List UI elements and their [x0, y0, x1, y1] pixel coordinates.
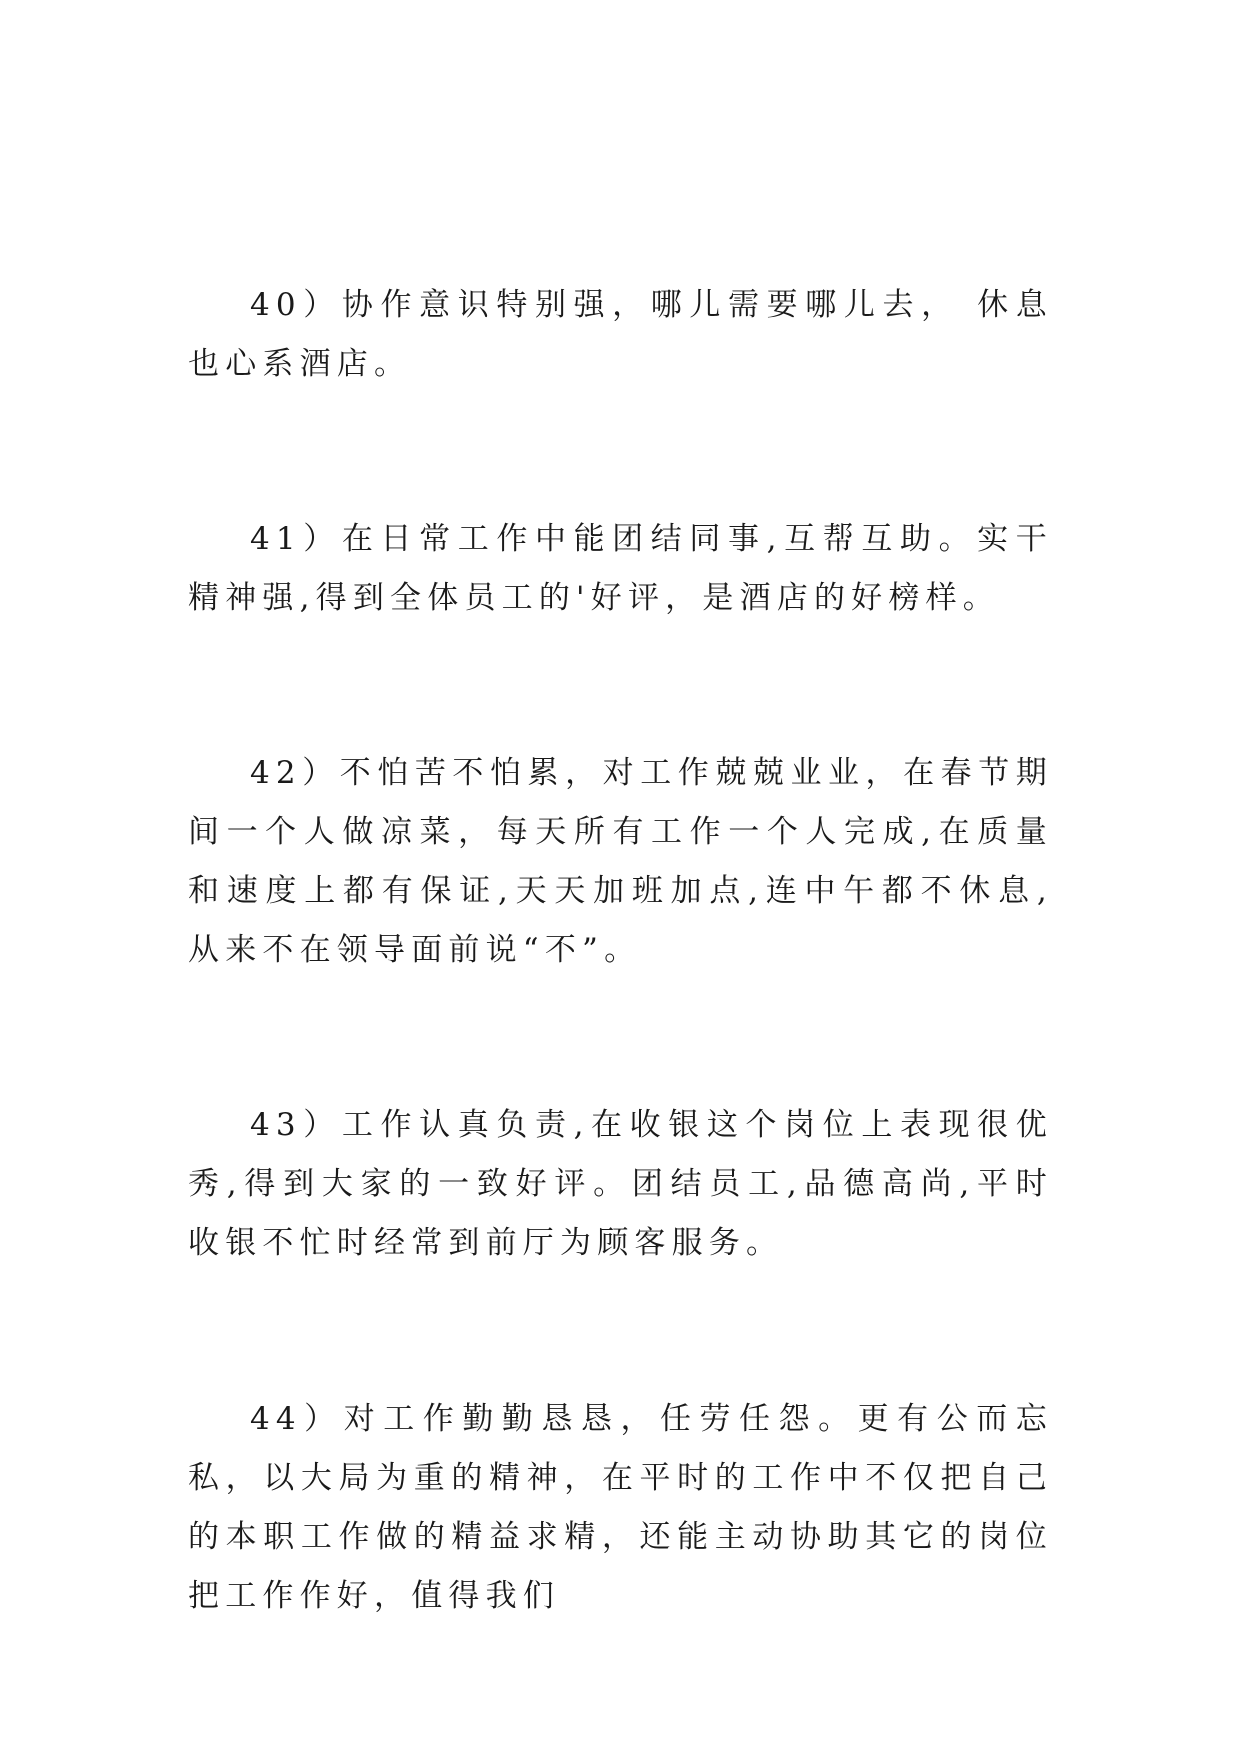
paragraph-44: 44）对工作勤勤恳恳，任劳任怨。更有公而忘私，以大局为重的精神，在平时的工作中不仅把自己的本职工作做的精益求精，还能主动协助其它的岗位把工作作好，值得我们: [188, 1401, 1053, 1614]
paragraph-40: 40）协作意识特别强，哪儿需要哪儿去， 休息也心系酒店。: [188, 287, 1053, 382]
paragraph-41: 41）在日常工作中能团结同事,互帮互助。实干精神强,得到全体员工的'好评，是酒店的好榜样。: [188, 521, 1053, 616]
paragraph-42: 42）不怕苦不怕累，对工作兢兢业业，在春节期间一个人做凉菜，每天所有工作一个人完成,在质量和速度上都有保证,天天加班加点,连中午都不休息,从来不在领导面前说“不”。: [188, 755, 1053, 968]
paragraph-43: 43）工作认真负责,在收银这个岗位上表现很优秀,得到大家的一致好评。团结员工,品德高尚,平时收银不忙时经常到前厅为顾客服务。: [188, 1107, 1053, 1261]
